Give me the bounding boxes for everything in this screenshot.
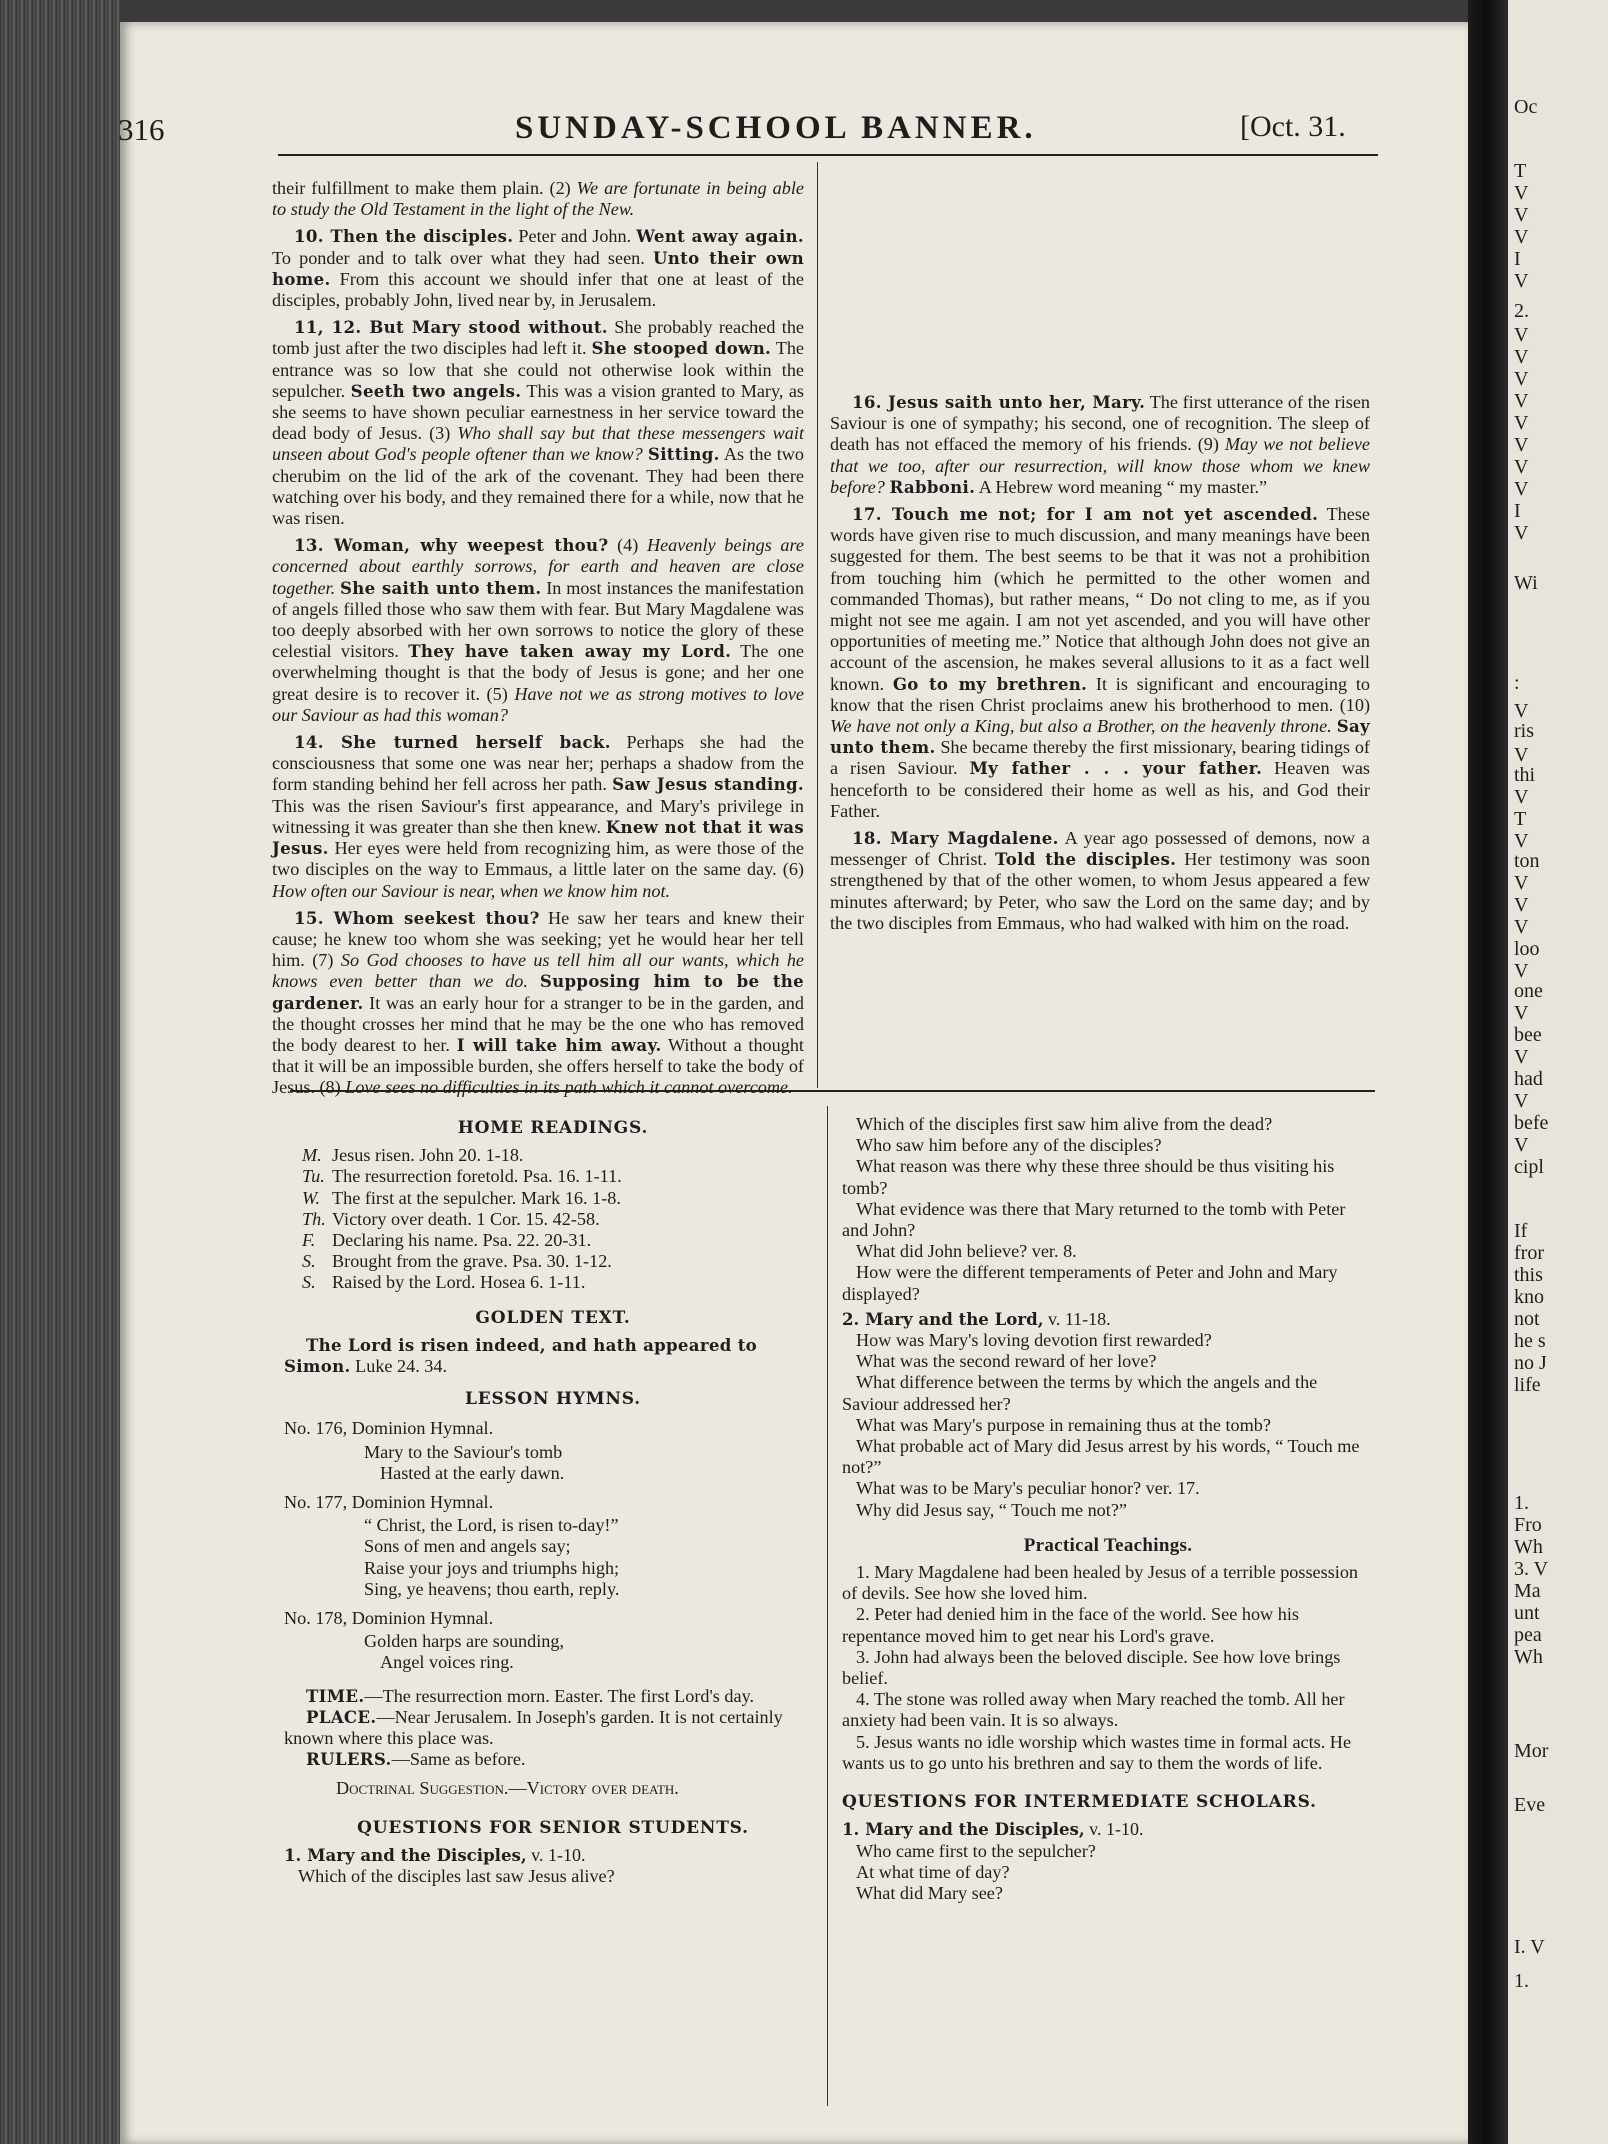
facing-page-fragment: V (1514, 478, 1529, 500)
facing-page-fragment: V (1514, 700, 1529, 722)
hymn-line: Mary to the Saviour's tomb (364, 1441, 563, 1462)
facing-page-fragment: T (1514, 160, 1527, 182)
intermediate-questions-list (842, 1841, 1374, 1905)
facing-page-fragment: V (1514, 744, 1529, 766)
facing-page-fragment: Fro (1514, 1514, 1542, 1536)
facing-page-fragment: this (1514, 1264, 1543, 1286)
senior-section-2-title: 2. Mary and the Lord, v. 11-18. (842, 1308, 1111, 1329)
doctrinal-suggestion: Doctrinal Suggestion.—Victory over death. (336, 1778, 679, 1799)
facing-page-fragment: cipl (1514, 1156, 1544, 1178)
facing-page-fragment: V (1514, 324, 1529, 346)
practical-teaching: 1. Mary Magdalene had been healed by Jesus of a terrible possession of devils. See how she loved him. (842, 1562, 1359, 1604)
facing-page-fragment: V (1514, 390, 1529, 412)
hymn-line: Raise your joys and triumphs high; (364, 1557, 620, 1578)
golden-text-heading: GOLDEN TEXT. (475, 1307, 631, 1328)
page-gutter (1468, 0, 1508, 2144)
lesson-time: TIME.—The resurrection morn. Easter. The first Lord's day. (306, 1685, 755, 1706)
question: How were the different temperaments of Peter and John and Mary displayed? (842, 1262, 1338, 1304)
facing-page-fragment: Wh (1514, 1646, 1543, 1668)
facing-page-fragment: If (1514, 1220, 1528, 1242)
hymn-line: Hasted at the early dawn. (380, 1462, 565, 1483)
page-number: 316 (118, 112, 165, 147)
reading-day: M. (302, 1145, 322, 1166)
facing-page-fragment: T (1514, 808, 1527, 830)
facing-page-fragment: ris (1514, 720, 1534, 742)
facing-page-fragment: V (1514, 434, 1529, 456)
facing-page-fragment: 3. V (1514, 1558, 1549, 1580)
reading-text: Victory over death. 1 Cor. 15. 42-58. (332, 1208, 600, 1229)
home-readings-list (284, 1145, 822, 1293)
practical-teaching: 5. Jesus wants no idle worship which wastes time in formal acts. He wants us to go unto his brethren and say to them the words of life. (842, 1731, 1352, 1773)
question: Which of the disciples last saw Jesus alive? (298, 1866, 615, 1887)
question: What reason was there why these three should be thus visiting his tomb? (842, 1156, 1335, 1198)
reading-text: Declaring his name. Psa. 22. 20-31. (332, 1230, 592, 1251)
lesson-helps-column-right (842, 1114, 1374, 1904)
facing-page-fragment: V (1514, 916, 1529, 938)
question: What was to be Mary's peculiar honor? ver. 17. (856, 1478, 1200, 1499)
facing-page-fragment: Eve (1514, 1794, 1546, 1816)
question: What difference between the terms by which the angels and the Saviour addressed her? (842, 1372, 1318, 1414)
column-divider (817, 162, 818, 1088)
question: Which of the disciples first saw him alive from the dead? (856, 1114, 1273, 1134)
practical-teaching: 4. The stone was rolled away when Mary reached the tomb. All her anxiety had been vain. It is so always. (842, 1689, 1345, 1731)
facing-page-fragment: befe (1514, 1112, 1549, 1134)
commentary-paragraph: 16. Jesus saith unto her, Mary. The first utterance of the risen Saviour is one of sympathy; his second, one of recognition. The sleep of death has not effaced the memory of his friends. (9) May we not believe that we too, after our resurrection, will know those whom we knew before? Rabboni. A Hebrew word meaning “ my master.” (830, 392, 1371, 497)
golden-text: The Lord is risen indeed, and hath appeared to Simon. Luke 24. 34. (284, 1334, 758, 1377)
facing-page-fragment: V (1514, 1090, 1529, 1112)
reading-day: F. (302, 1230, 316, 1251)
facing-page-fragment: V (1514, 270, 1529, 292)
header-rule (278, 154, 1378, 156)
facing-page-fragment: bee (1514, 1024, 1542, 1046)
facing-page-fragment: no J (1514, 1352, 1547, 1374)
reading-text: The first at the sepulcher. Mark 16. 1-8. (332, 1187, 621, 1208)
hymn-number: No. 178, Dominion Hymnal. (284, 1608, 494, 1629)
commentary-paragraph: 13. Woman, why weepest thou? (4) Heavenly beings are concerned about earthly sorrows, for earth and heaven are close together. She saith unto them. In most instances the manifestation of angels filled those who saw them with fear. But Mary Magdalene was too deeply absorbed with her own sorrows to notice the glory of these celestial visitors. They have taken away my Lord. The one overwhelming thought is that the body of Jesus is gone; and her one great desire is to recover it. (5) Have not we as strong motives to love our Saviour as had this woman? (272, 535, 804, 725)
home-reading-item (302, 1209, 822, 1230)
facing-page-fragment: I. V (1514, 1936, 1545, 1958)
hymn-line: Golden harps are sounding, (364, 1631, 565, 1652)
facing-page-edge (1508, 0, 1608, 2144)
question: How was Mary's loving devotion first rewarded? (856, 1330, 1212, 1351)
senior-section-2-questions (842, 1330, 1374, 1521)
facing-page-fragment: life (1514, 1374, 1541, 1396)
question: Why did Jesus say, “ Touch me not?” (856, 1499, 1127, 1520)
facing-page-fragment: Oc (1514, 96, 1538, 118)
senior-questions-heading: QUESTIONS FOR SENIOR STUDENTS. (357, 1817, 749, 1838)
facing-page-fragment: loo (1514, 938, 1540, 960)
home-reading-item (302, 1251, 822, 1272)
facing-page-fragment: thi (1514, 764, 1536, 786)
facing-page-fragment: V (1514, 204, 1529, 226)
reading-day: W. (302, 1187, 321, 1208)
column-divider (827, 1106, 828, 2106)
facing-page-fragment: pea (1514, 1624, 1542, 1646)
home-reading-item (302, 1188, 822, 1209)
reading-day: Th. (302, 1208, 326, 1229)
practical-teaching: 2. Peter had denied him in the face of the world. See how his repentance moved him to get near his Lord's grave. (842, 1604, 1299, 1646)
facing-page-fragment: V (1514, 960, 1529, 982)
question: Who came first to the sepulcher? (856, 1840, 1096, 1861)
question: What did Mary see? (856, 1882, 1003, 1903)
facing-page-fragment: V (1514, 894, 1529, 916)
facing-page-fragment: Wi (1514, 572, 1538, 594)
book-binding (0, 0, 120, 2144)
facing-page-fragment: 1. (1514, 1970, 1529, 1992)
practical-teachings-heading: Practical Teachings. (1023, 1534, 1193, 1556)
lesson-hymns-list (284, 1418, 822, 1673)
hymn-line: Angel voices ring. (380, 1652, 514, 1673)
commentary-column-right (830, 392, 1370, 940)
hymn-line: Sons of men and angels say; (364, 1536, 571, 1557)
lesson-helps-column-left (284, 1114, 822, 1887)
facing-page-fragment: V (1514, 368, 1529, 390)
facing-page-fragment: ton (1514, 850, 1540, 872)
intermediate-questions-heading: QUESTIONS FOR INTERMEDIATE SCHOLARS. (842, 1792, 1317, 1813)
running-title: SUNDAY-SCHOOL BANNER. (515, 110, 1037, 146)
facing-page-fragment: V (1514, 346, 1529, 368)
home-readings-heading: HOME READINGS. (457, 1118, 649, 1138)
home-reading-item (302, 1145, 822, 1166)
facing-page-fragment: V (1514, 872, 1529, 894)
facing-page-fragment: Mor (1514, 1740, 1549, 1762)
reading-text: Raised by the Lord. Hosea 6. 1-11. (332, 1272, 586, 1293)
commentary-column-left (272, 178, 804, 1105)
facing-page-fragment: V (1514, 1002, 1529, 1024)
facing-page-fragment: V (1514, 412, 1529, 434)
hymn-line: Sing, ye heavens; thou earth, reply. (364, 1578, 620, 1599)
reading-text: Jesus risen. John 20. 1-18. (332, 1145, 524, 1166)
practical-teaching: 3. John had always been the beloved disciple. See how love brings belief. (842, 1646, 1341, 1689)
facing-page-fragment: unt (1514, 1602, 1540, 1624)
reading-day: S. (302, 1251, 316, 1272)
facing-page-fragment: V (1514, 1134, 1529, 1156)
question: Who saw him before any of the disciples? (856, 1135, 1162, 1156)
home-reading-item (302, 1272, 822, 1293)
facing-page-fragment: kno (1514, 1286, 1544, 1308)
home-reading-item (302, 1230, 822, 1251)
commentary-paragraph: 18. Mary Magdalene. A year ago possessed of demons, now a messenger of Christ. Told the disciples. Her testimony was soon strengthened by that of the other women, to whom Jesus appeared a few minutes afterward; by Peter, who saw the Lord on the same day; and by the two disciples from Emmaus, who had walked with him on the road. (830, 828, 1371, 933)
commentary-paragraph: their fulfillment to make them plain. (2) We are fortunate in being able to study the Old Testament in the light of the New. (272, 178, 804, 220)
facing-page-fragment: V (1514, 786, 1529, 808)
facing-page-fragment: I (1514, 248, 1521, 270)
facing-page-fragment: had (1514, 1068, 1543, 1090)
facing-page-fragment: not (1514, 1308, 1540, 1330)
senior-section-1-title: 1. Mary and the Disciples, v. 1-10. (284, 1844, 586, 1865)
facing-page-fragment: he s (1514, 1330, 1546, 1352)
reading-day: Tu. (302, 1166, 325, 1187)
facing-page-fragment: : (1514, 672, 1520, 694)
intermediate-section-1-title: 1. Mary and the Disciples, v. 1-10. (842, 1819, 1144, 1840)
question: What did John believe? ver. 8. (856, 1241, 1077, 1262)
facing-page-fragment: V (1514, 182, 1529, 204)
commentary-paragraph: 10. Then the disciples. Peter and John. Went away again. To ponder and to talk over what they had seen. Unto their own home. From this account we should infer that one at least of the disciples, probably John, lived near by, in Jerusalem. (272, 226, 804, 311)
question: What was Mary's purpose in remaining thus at the tomb? (856, 1414, 1271, 1435)
commentary-paragraph: 17. Touch me not; for I am not yet ascended. These words have given rise to much discussion, and many meanings have been suggested for them. The best seems to be that it was not a prohibition from touching him (which he permitted to the other women and commanded Thomas), but rather means, “ Do not cling to me, as if you might not see me again. I am not yet ascended, and you will have other opportunities of meeting me.” Notice that although John does not give an account of the ascension, he makes several allusions to it as a fact well known. Go to my brethren. It is significant and encouraging to know that the risen Christ proclaims anew his brotherhood to men. (10) We have not only a King, but also a Brother, on the heavenly throne. Say unto them. She became thereby the first missionary, bearing tidings of a risen Saviour. My father . . . your father. Heaven was henceforth to be considered their home as well as his, and God their Father. (830, 504, 1370, 821)
lesson-rulers: RULERS.—Same as before. (306, 1749, 526, 1770)
question: What was the second reward of her love? (856, 1351, 1157, 1372)
hymn-number: No. 176, Dominion Hymnal. (284, 1418, 494, 1439)
facing-page-fragment: V (1514, 830, 1529, 852)
question: What probable act of Mary did Jesus arrest by his words, “ Touch me not?” (842, 1436, 1360, 1478)
commentary-paragraph: 15. Whom seekest thou? He saw her tears and knew their cause; he knew too whom she was seeking; yet he would hear her tell him. (7) So God chooses to have us tell him all our wants, which he knows even better than we do. Supposing him to be the gardener. It was an early hour for a stranger to be in the garden, and the thought crosses her mind that he may be the one who has removed the body dearest to her. I will take him away. Without a thought that it will be an impossible burden, she offers herself to take the body of Jesus. (8) Love sees no difficulties in its path which it cannot overcome. (272, 907, 805, 1098)
commentary-paragraph: 14. She turned herself back. Perhaps she had the consciousness that some one was near her; perhaps a shadow from the form standing behind her fell across her path. Saw Jesus standing. This was the risen Saviour's first appearance, and Mary's privilege in witnessing it was greater than she then knew. Knew not that it was Jesus. Her eyes were held from recognizing him, as were those of the two disciples on the way to Emmaus, a little later on the same day. (6) How often our Saviour is near, when we know him not. (272, 732, 804, 901)
practical-teachings-list (842, 1562, 1374, 1774)
question: What evidence was there that Mary returned to the tomb with Peter and John? (842, 1198, 1346, 1241)
senior-questions-continued (842, 1114, 1374, 1305)
facing-page-fragment: 2. (1514, 300, 1529, 322)
reading-text: The resurrection foretold. Psa. 16. 1-11. (332, 1166, 622, 1187)
issue-date: [Oct. 31. (1240, 110, 1346, 143)
hymn-number: No. 177, Dominion Hymnal. (284, 1492, 494, 1513)
hymn-line: “ Christ, the Lord, is risen to-day!” (364, 1515, 619, 1536)
facing-page-fragment: I (1514, 500, 1521, 522)
facing-page-fragment: fror (1514, 1242, 1544, 1264)
facing-page-fragment: Wh (1514, 1536, 1543, 1558)
reading-text: Brought from the grave. Psa. 30. 1-12. (332, 1251, 612, 1272)
lesson-hymns-heading: LESSON HYMNS. (465, 1389, 641, 1410)
facing-page-fragment: V (1514, 456, 1529, 478)
facing-page-fragment: V (1514, 1046, 1529, 1068)
lesson-place: PLACE.—Near Jerusalem. In Joseph's garden. It is not certainly known where this place was. (284, 1706, 783, 1749)
facing-page-fragment: 1. (1514, 1492, 1529, 1514)
facing-page-fragment: one (1514, 980, 1543, 1002)
commentary-paragraph: 11, 12. But Mary stood without. She probably reached the tomb just after the two disciples had left it. She stooped down. The entrance was so low that she could not otherwise look within the sepulcher. Seeth two angels. This was a vision granted to Mary, as she seems to have shown peculiar earnestness in her service toward the dead body of Jesus. (3) Who shall say but that these messengers wait unseen about God's people oftener than we know? Sitting. As the two cherubim on the lid of the ark of the covenant. They had been there watching over his body, and they remained there for a while, now that he was risen. (272, 317, 805, 529)
facing-page-fragment: V (1514, 522, 1529, 544)
home-reading-item (302, 1166, 822, 1187)
facing-page-fragment: Ma (1514, 1580, 1541, 1602)
question: At what time of day? (856, 1861, 1010, 1882)
facing-page-fragment: V (1514, 226, 1529, 248)
reading-day: S. (302, 1272, 316, 1293)
